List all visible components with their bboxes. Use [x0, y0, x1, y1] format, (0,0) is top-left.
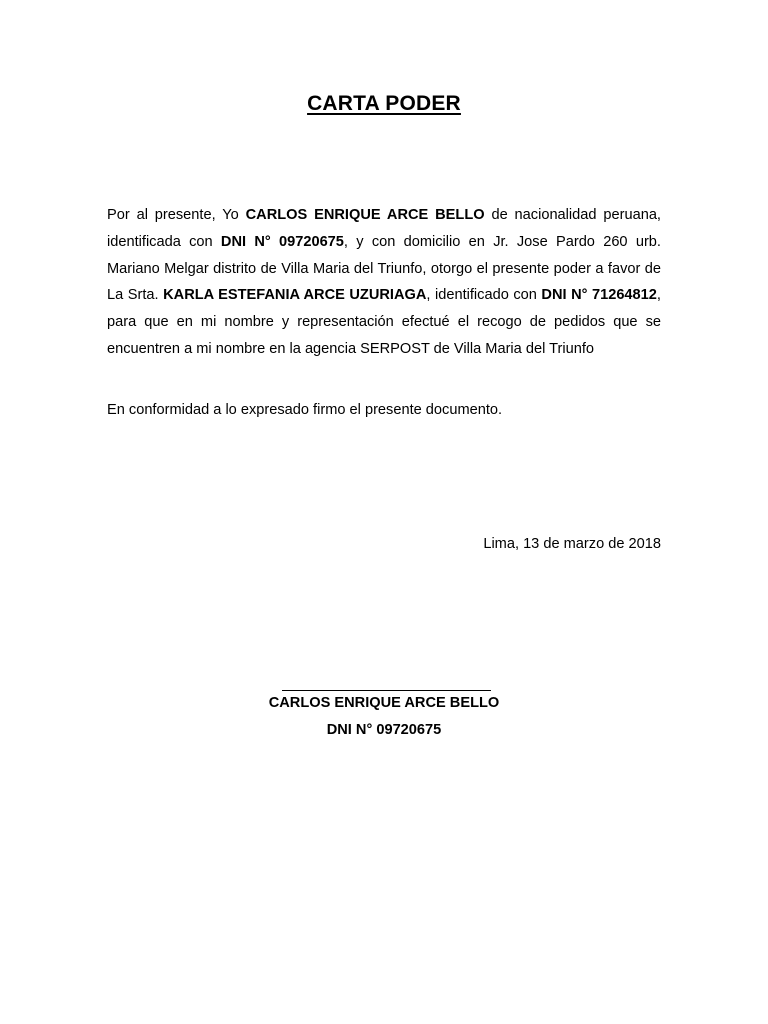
signer-name: CARLOS ENRIQUE ARCE BELLO — [268, 695, 500, 711]
paragraph-text: , identificado con — [426, 287, 542, 304]
grantee-name: KARLA ESTEFANIA ARCE UZURIAGA — [163, 287, 427, 304]
document-title: CARTA PODER — [307, 92, 461, 115]
paragraph-text: Por al presente, Yo — [107, 207, 246, 223]
signer-dni: DNI N° 09720675 — [326, 722, 442, 738]
grantor-dni: DNI N° 09720675 — [220, 233, 344, 250]
document-date: Lima, 13 de marzo de 2018 — [483, 536, 661, 552]
paragraph-text: de nacionalidad peruana, identificada con — [107, 207, 661, 250]
signature-block — [0, 672, 768, 744]
paragraph-text: , y con domicilio en Jr. Jose Pardo 260 urb. Mariano Melgar distrito de Villa Maria del Triunfo, otorgo el presente poder a favor de La Srta. — [107, 233, 661, 304]
body-paragraph-1 — [107, 202, 661, 363]
paragraph-text: , para que en mi nombre y representación efectué el recogo de pedidos que se encuentren a mi nombre en la agencia SERPOST de Villa Maria del Triunfo — [107, 287, 661, 357]
signature-line — [282, 690, 491, 691]
grantor-name: CARLOS ENRIQUE ARCE BELLO — [245, 207, 485, 223]
grantee-dni: DNI N° 71264812 — [541, 287, 657, 304]
body-paragraph-2: En conformidad a lo expresado firmo el presente documento. — [107, 402, 503, 418]
